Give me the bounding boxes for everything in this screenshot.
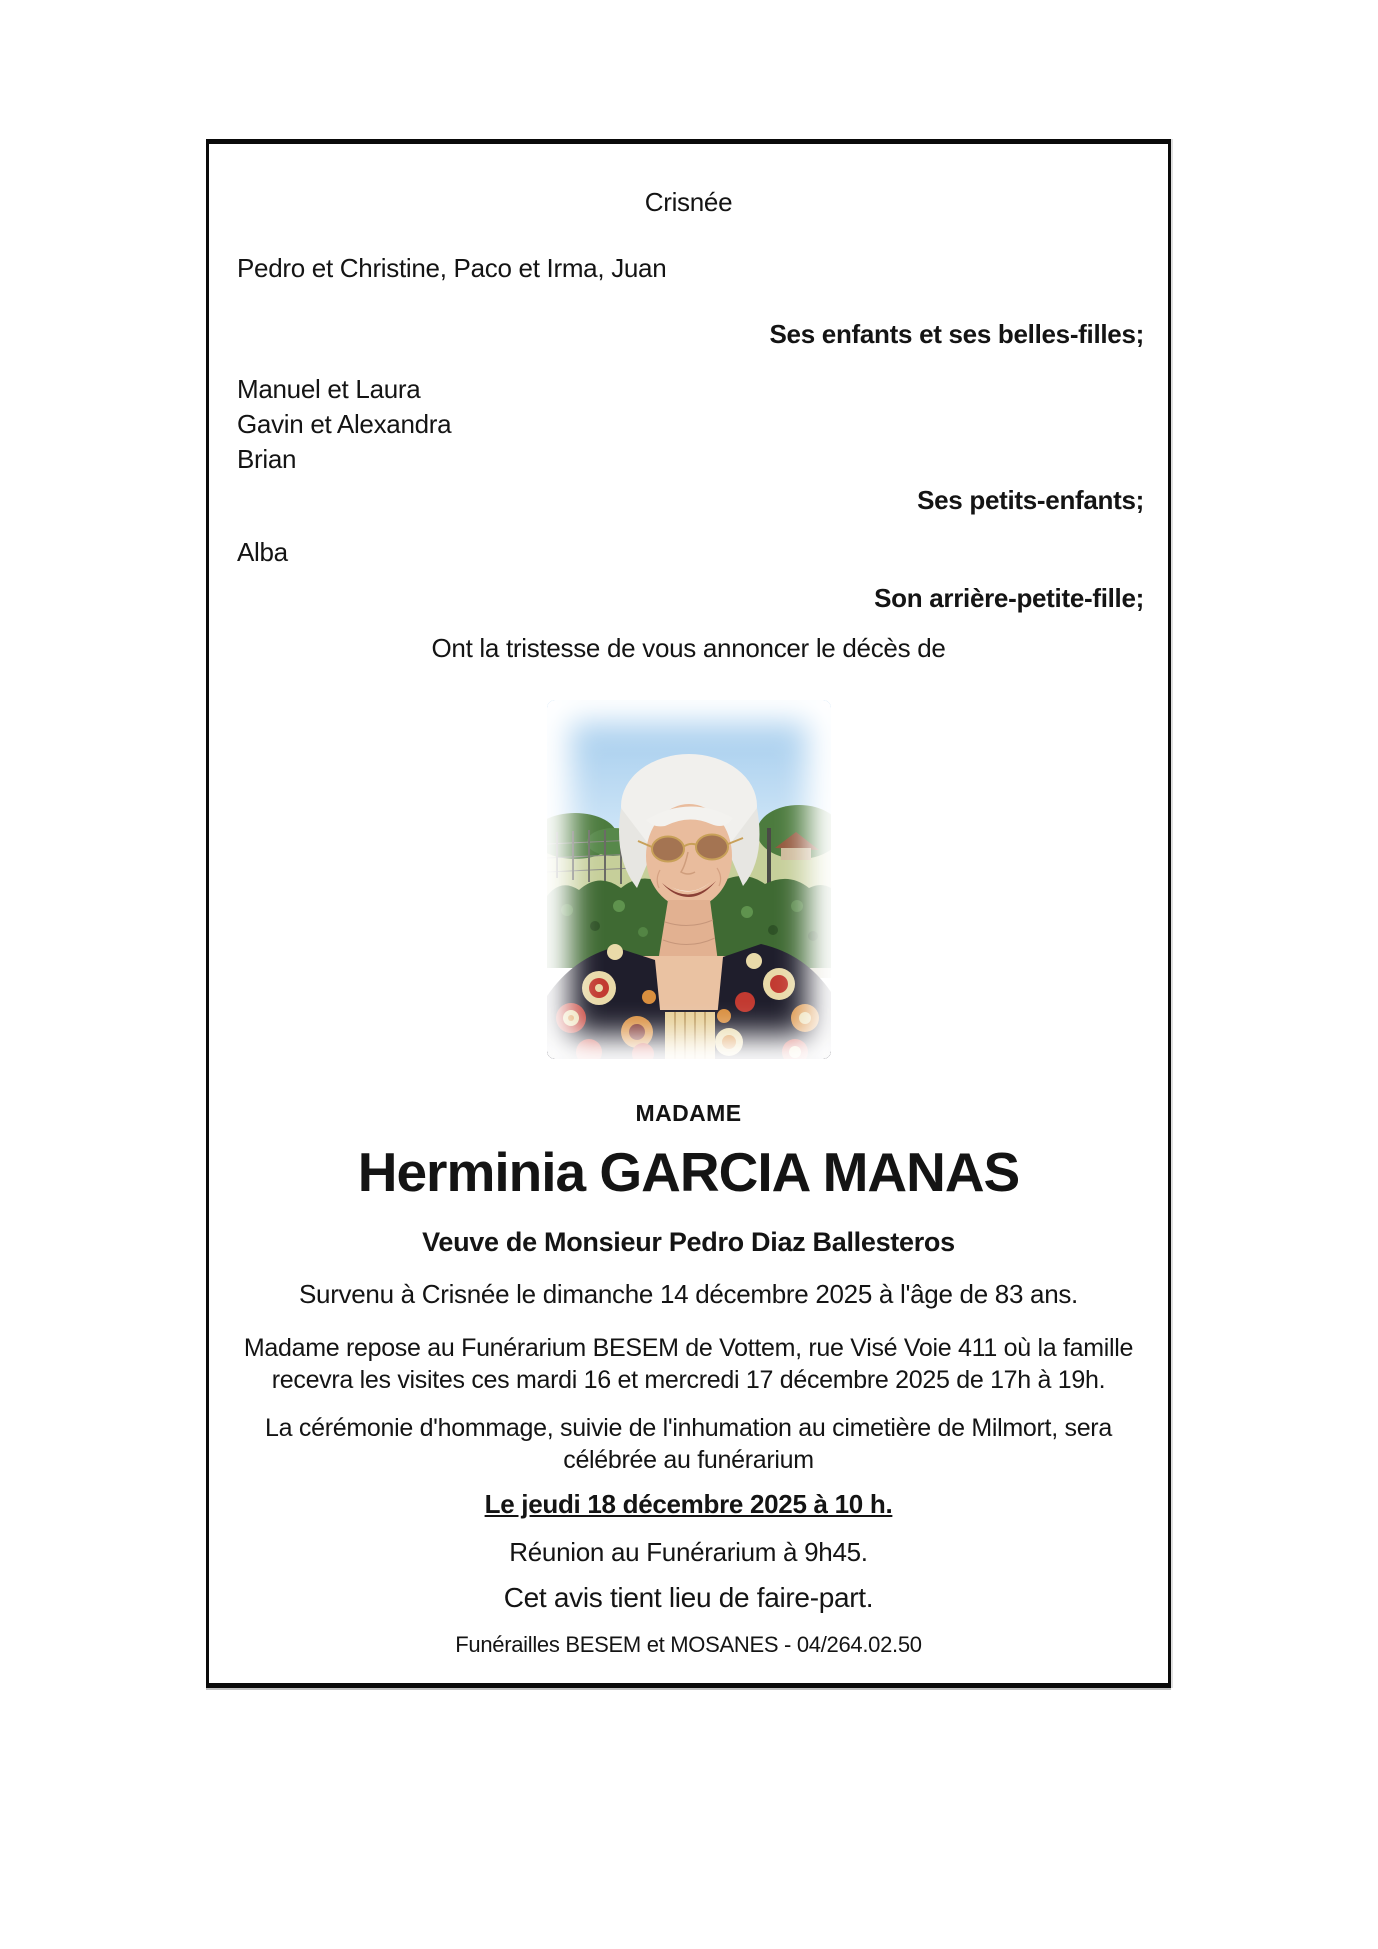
- ceremony-line-1: La cérémonie d'hommage, suivie de l'inhumation au cimetière de Milmort, sera: [265, 1414, 1112, 1442]
- ceremony-date-line: Le jeudi 18 décembre 2025 à 10 h.: [484, 1489, 893, 1519]
- great-grandchild-label: Son arrière-petite-fille;: [874, 583, 1144, 613]
- funeral-home-line: Funérailles BESEM et MOSANES - 04/264.02.50: [455, 1632, 922, 1657]
- repose-line-1: Madame repose au Funérarium BESEM de Vottem, rue Visé Voie 411 où la famille: [243, 1334, 1134, 1362]
- announcement-line: Ont la tristesse de vous annoncer le décès de: [431, 633, 946, 663]
- honorific: MADAME: [635, 1100, 742, 1126]
- ceremony-paragraph: [213, 1412, 1164, 1476]
- children-names: Pedro et Christine, Paco et Irma, Juan: [237, 253, 667, 283]
- grandchildren-name-2: Gavin et Alexandra: [237, 409, 452, 439]
- deceased-name: Herminia GARCIA MANAS: [357, 1141, 1020, 1203]
- widow-of-line: Veuve de Monsieur Pedro Diaz Ballesteros: [422, 1227, 955, 1257]
- grandchildren-label: Ses petits-enfants;: [917, 485, 1144, 515]
- ceremony-line-2: célébrée au funérarium: [563, 1446, 814, 1474]
- grandchildren-name-3: Brian: [237, 444, 297, 474]
- grandchildren-names: [237, 372, 1144, 477]
- repose-line-2: recevra les visites ces mardi 16 et mercredi 17 décembre 2025 de 17h à 19h.: [271, 1366, 1106, 1394]
- funeral-notice-card: [206, 139, 1171, 1688]
- meeting-info-line: Réunion au Funérarium à 9h45.: [509, 1537, 868, 1567]
- great-grandchild-name: Alba: [237, 537, 288, 567]
- notice-statement-line: Cet avis tient lieu de faire-part.: [503, 1582, 874, 1613]
- deceased-portrait-photo: [547, 700, 831, 1059]
- location-heading: Crisnée: [644, 187, 733, 217]
- repose-paragraph: [213, 1332, 1164, 1396]
- children-label: Ses enfants et ses belles-filles;: [769, 319, 1144, 349]
- portrait-illustration: [547, 700, 831, 1059]
- grandchildren-name-1: Manuel et Laura: [237, 374, 421, 404]
- death-info-line: Survenu à Crisnée le dimanche 14 décembre 2025 à l'âge de 83 ans.: [299, 1279, 1078, 1309]
